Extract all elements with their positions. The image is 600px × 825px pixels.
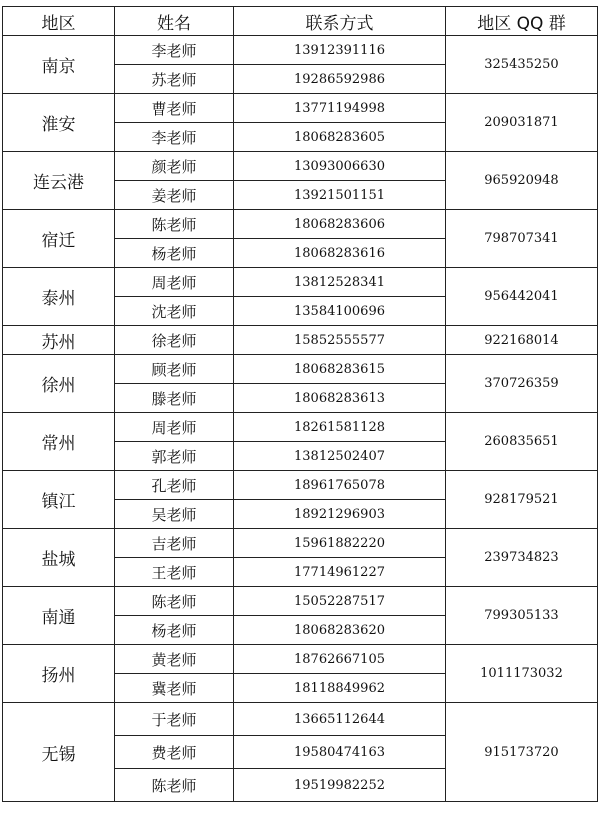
- qq-group-cell: 799305133: [446, 587, 598, 645]
- teacher-name-cell: 杨老师: [115, 616, 234, 645]
- phone-cell: 18921296903: [234, 500, 446, 529]
- phone-cell: 18068283616: [234, 239, 446, 268]
- phone-cell: 15052287517: [234, 587, 446, 616]
- teacher-name-cell: 郭老师: [115, 442, 234, 471]
- region-cell: 镇江: [3, 471, 115, 529]
- table-row: [3, 645, 598, 674]
- phone-cell: 13921501151: [234, 181, 446, 210]
- teacher-name-cell: 吴老师: [115, 500, 234, 529]
- phone-cell: 18068283613: [234, 384, 446, 413]
- phone-cell: 18261581128: [234, 413, 446, 442]
- region-cell: 常州: [3, 413, 115, 471]
- phone-cell: 18068283605: [234, 123, 446, 152]
- phone-cell: 19580474163: [234, 736, 446, 769]
- phone-cell: 13812502407: [234, 442, 446, 471]
- phone-cell: 18961765078: [234, 471, 446, 500]
- phone-cell: 18118849962: [234, 674, 446, 703]
- teacher-name-cell: 苏老师: [115, 65, 234, 94]
- region-cell: 无锡: [3, 703, 115, 802]
- header-row: [3, 7, 598, 36]
- table-row: [3, 326, 598, 355]
- teacher-name-cell: 杨老师: [115, 239, 234, 268]
- qq-group-cell: 928179521: [446, 471, 598, 529]
- qq-group-cell: 915173720: [446, 703, 598, 802]
- teacher-name-cell: 冀老师: [115, 674, 234, 703]
- table-row: [3, 268, 598, 297]
- phone-cell: 19286592986: [234, 65, 446, 94]
- header-qq-group: 地区 QQ 群: [446, 7, 598, 36]
- table-row: [3, 152, 598, 181]
- table-row: [3, 703, 598, 736]
- table-row: [3, 36, 598, 65]
- teacher-name-cell: 陈老师: [115, 587, 234, 616]
- teacher-name-cell: 王老师: [115, 558, 234, 587]
- phone-cell: 13912391116: [234, 36, 446, 65]
- region-cell: 南通: [3, 587, 115, 645]
- table-row: [3, 210, 598, 239]
- qq-group-cell: 965920948: [446, 152, 598, 210]
- teacher-name-cell: 周老师: [115, 413, 234, 442]
- teacher-name-cell: 李老师: [115, 123, 234, 152]
- teacher-name-cell: 费老师: [115, 736, 234, 769]
- qq-group-cell: 1011173032: [446, 645, 598, 703]
- contact-table: [2, 6, 598, 802]
- region-cell: 扬州: [3, 645, 115, 703]
- table-row: [3, 413, 598, 442]
- phone-cell: 13812528341: [234, 268, 446, 297]
- teacher-name-cell: 陈老师: [115, 210, 234, 239]
- qq-group-cell: 922168014: [446, 326, 598, 355]
- phone-cell: 18068283615: [234, 355, 446, 384]
- header-name: 姓名: [115, 7, 234, 36]
- teacher-name-cell: 顾老师: [115, 355, 234, 384]
- qq-group-cell: 239734823: [446, 529, 598, 587]
- table-row: [3, 471, 598, 500]
- teacher-name-cell: 姜老师: [115, 181, 234, 210]
- teacher-name-cell: 陈老师: [115, 769, 234, 802]
- phone-cell: 17714961227: [234, 558, 446, 587]
- region-cell: 徐州: [3, 355, 115, 413]
- qq-group-cell: 209031871: [446, 94, 598, 152]
- table-row: [3, 355, 598, 384]
- contact-table-container: [2, 6, 597, 802]
- teacher-name-cell: 沈老师: [115, 297, 234, 326]
- table-row: [3, 587, 598, 616]
- table-row: [3, 529, 598, 558]
- region-cell: 南京: [3, 36, 115, 94]
- teacher-name-cell: 周老师: [115, 268, 234, 297]
- qq-group-cell: 325435250: [446, 36, 598, 94]
- teacher-name-cell: 于老师: [115, 703, 234, 736]
- teacher-name-cell: 黄老师: [115, 645, 234, 674]
- region-cell: 淮安: [3, 94, 115, 152]
- phone-cell: 15961882220: [234, 529, 446, 558]
- teacher-name-cell: 徐老师: [115, 326, 234, 355]
- region-cell: 宿迁: [3, 210, 115, 268]
- region-cell: 连云港: [3, 152, 115, 210]
- teacher-name-cell: 曹老师: [115, 94, 234, 123]
- table-row: [3, 94, 598, 123]
- region-cell: 盐城: [3, 529, 115, 587]
- phone-cell: 13093006630: [234, 152, 446, 181]
- header-contact: 联系方式: [234, 7, 446, 36]
- teacher-name-cell: 孔老师: [115, 471, 234, 500]
- phone-cell: 18068283620: [234, 616, 446, 645]
- phone-cell: 13665112644: [234, 703, 446, 736]
- contact-table-body: [3, 36, 598, 802]
- teacher-name-cell: 颜老师: [115, 152, 234, 181]
- teacher-name-cell: 滕老师: [115, 384, 234, 413]
- phone-cell: 15852555577: [234, 326, 446, 355]
- phone-cell: 18762667105: [234, 645, 446, 674]
- region-cell: 泰州: [3, 268, 115, 326]
- region-cell: 苏州: [3, 326, 115, 355]
- phone-cell: 13584100696: [234, 297, 446, 326]
- qq-group-cell: 798707341: [446, 210, 598, 268]
- qq-group-cell: 260835651: [446, 413, 598, 471]
- teacher-name-cell: 吉老师: [115, 529, 234, 558]
- header-region: 地区: [3, 7, 115, 36]
- teacher-name-cell: 李老师: [115, 36, 234, 65]
- phone-cell: 19519982252: [234, 769, 446, 802]
- phone-cell: 13771194998: [234, 94, 446, 123]
- phone-cell: 18068283606: [234, 210, 446, 239]
- qq-group-cell: 956442041: [446, 268, 598, 326]
- qq-group-cell: 370726359: [446, 355, 598, 413]
